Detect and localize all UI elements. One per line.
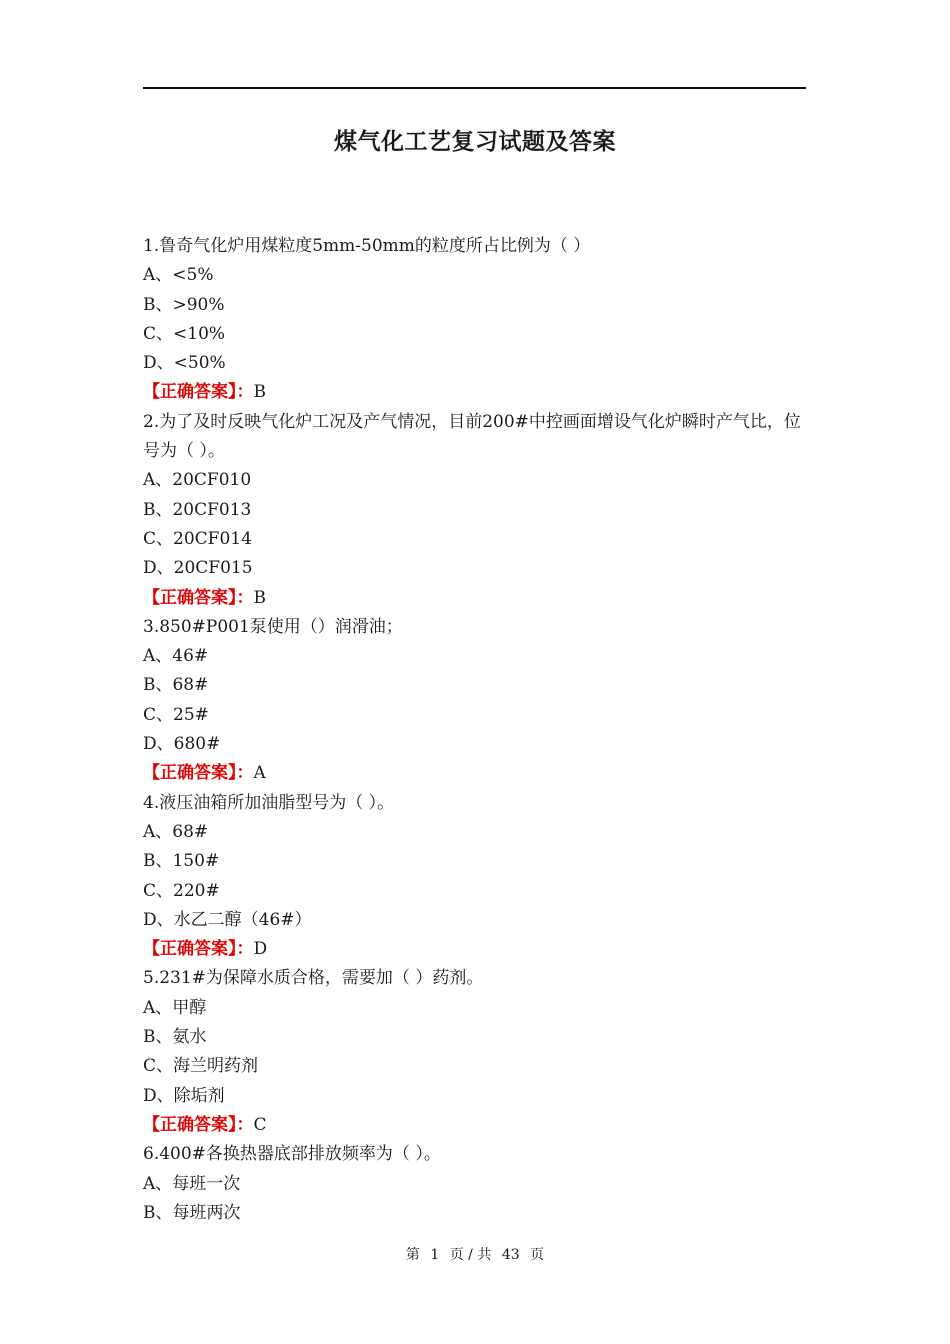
question-option: D、水乙二醇（46#） [143, 909, 312, 930]
question-option: D、<50% [143, 353, 226, 374]
question-option: B、氨水 [143, 1027, 207, 1048]
question-option: D、除垢剂 [143, 1085, 225, 1106]
answer-value: B [253, 382, 266, 403]
header-rule [143, 87, 806, 89]
answer-tag: 【正确答案】： [143, 382, 254, 403]
question-option: D、680# [143, 734, 221, 755]
question-option: C、20CF014 [143, 528, 252, 549]
question-option: C、海兰明药剂 [143, 1056, 259, 1077]
question-list [143, 232, 806, 1228]
footer-prefix: 第 [405, 1247, 420, 1263]
question-option: C、25# [143, 704, 209, 725]
question-option: A、46# [143, 646, 209, 667]
question-block [143, 613, 806, 789]
question-option: A、20CF010 [143, 470, 252, 491]
question-option: C、<10% [143, 323, 226, 344]
answer-value: C [253, 1114, 267, 1135]
question-block [143, 1140, 806, 1228]
question-stem: 6.400#各换热器底部排放频率为（ ）。 [143, 1144, 441, 1165]
answer-tag: 【正确答案】： [143, 1114, 254, 1135]
footer-suffix: 页 [530, 1247, 545, 1263]
answer-line [143, 935, 806, 964]
answer-tag: 【正确答案】： [143, 939, 254, 960]
question-option: A、68# [143, 821, 209, 842]
question-stem: 1.鲁奇气化炉用煤粒度5mm-50mm的粒度所占比例为（ ） [143, 236, 591, 256]
question-option: A、每班一次 [143, 1173, 241, 1194]
answer-line [143, 1111, 806, 1140]
question-stem: 5.231#为保障水质合格，需要加（ ）药剂。 [143, 968, 484, 989]
footer-total-pages: 43 [501, 1247, 520, 1263]
question-option: A、甲醇 [143, 997, 207, 1018]
page-footer [0, 1244, 950, 1264]
question-block [143, 408, 806, 613]
footer-page-number: 1 [430, 1247, 440, 1263]
question-option: C、220# [143, 880, 220, 901]
question-stem: 3.850#P001泵使用（）润滑油； [143, 616, 403, 637]
question-block [143, 789, 806, 965]
question-option: B、68# [143, 675, 209, 696]
question-option: B、20CF013 [143, 499, 252, 520]
question-block [143, 232, 806, 408]
footer-mid: 页 / 共 [449, 1247, 492, 1263]
question-stem: 4.液压油箱所加油脂型号为（ ）。 [143, 792, 395, 813]
answer-value: D [253, 939, 268, 960]
question-block [143, 964, 806, 1140]
answer-value: A [253, 763, 266, 784]
document-title: 煤气化工艺复习试题及答案 [334, 128, 616, 155]
answer-value: B [253, 587, 266, 608]
question-option: B、150# [143, 851, 220, 872]
question-option: B、>90% [143, 294, 225, 315]
answer-tag: 【正确答案】： [143, 587, 254, 608]
answer-tag: 【正确答案】： [143, 763, 254, 784]
question-option: A、<5% [143, 265, 214, 286]
answer-line [143, 759, 806, 788]
question-stem: 2.为了及时反映气化炉工况及产气情况，目前200#中控画面增设气化炉瞬时产气比，位号为（ ）。 [143, 411, 801, 462]
question-option: D、20CF015 [143, 558, 253, 579]
question-option: B、每班两次 [143, 1202, 241, 1223]
answer-line [143, 378, 806, 407]
answer-line [143, 584, 806, 613]
